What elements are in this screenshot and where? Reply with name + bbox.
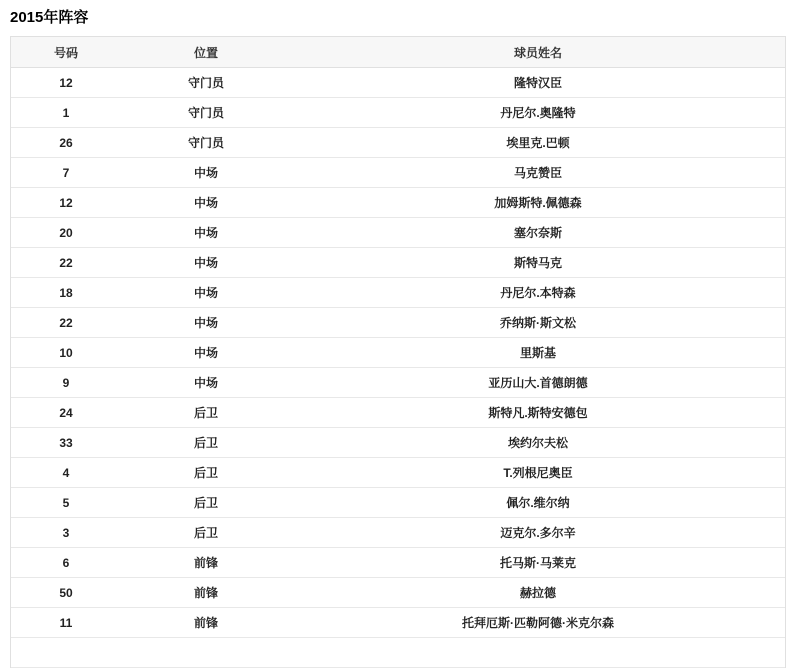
table-header xyxy=(11,37,785,68)
cell-number: 12 xyxy=(11,68,121,98)
squad-table xyxy=(11,37,785,668)
cell-number: 4 xyxy=(11,458,121,488)
table-row xyxy=(11,518,785,548)
cell-player-name: 赫拉德 xyxy=(291,578,785,608)
cell-number: 9 xyxy=(11,368,121,398)
cell-number: 7 xyxy=(11,158,121,188)
cell-player-name: 托马斯·马莱克 xyxy=(291,548,785,578)
table-row xyxy=(11,488,785,518)
cell-position: 后卫 xyxy=(121,518,291,548)
table-row xyxy=(11,608,785,638)
page-container xyxy=(0,8,796,661)
table-row xyxy=(11,128,785,158)
cell-player-name: 埃里克.巴顿 xyxy=(291,128,785,158)
cell-player-name: 马克赞臣 xyxy=(291,158,785,188)
cell-position: 中场 xyxy=(121,188,291,218)
cell-position: 前锋 xyxy=(121,548,291,578)
cell-player-name: 佩尔.维尔纳 xyxy=(291,488,785,518)
table-row xyxy=(11,308,785,338)
table-body xyxy=(11,68,785,668)
cell-number: 26 xyxy=(11,128,121,158)
cell-player-name: 丹尼尔.奥隆特 xyxy=(291,98,785,128)
cell-number: 22 xyxy=(11,308,121,338)
cell-position: 前锋 xyxy=(121,608,291,638)
cell-position: 后卫 xyxy=(121,428,291,458)
table-row xyxy=(11,398,785,428)
page-title: 2015年阵容 xyxy=(10,9,89,26)
table-row xyxy=(11,338,785,368)
cell-position: 守门员 xyxy=(121,68,291,98)
cell-player-name: 亚历山大.首德朗德 xyxy=(291,368,785,398)
table-row xyxy=(11,248,785,278)
column-header-position: 位置 xyxy=(121,37,291,68)
cell-number: 18 xyxy=(11,278,121,308)
cell-player-name: 里斯基 xyxy=(291,338,785,368)
table-row xyxy=(11,98,785,128)
cell-number: 20 xyxy=(11,218,121,248)
table-row xyxy=(11,578,785,608)
cell-player-name: 托拜厄斯·匹勒阿德·米克尔森 xyxy=(291,608,785,638)
cell-position: 中场 xyxy=(121,368,291,398)
cell-number: 50 xyxy=(11,578,121,608)
cell-position: 中场 xyxy=(121,308,291,338)
cell-player-name: 斯特凡.斯特安德包 xyxy=(291,398,785,428)
cell-position: 中场 xyxy=(121,338,291,368)
cell-position: 中场 xyxy=(121,248,291,278)
cell-number: 1 xyxy=(11,98,121,128)
cell-player-name: 乔纳斯·斯文松 xyxy=(291,308,785,338)
cell-player-name: 迈克尔.多尔辛 xyxy=(291,518,785,548)
table-row xyxy=(11,68,785,98)
cell-player-name: 埃约尔夫松 xyxy=(291,428,785,458)
table-row xyxy=(11,458,785,488)
table-header-row xyxy=(11,37,785,68)
cell-position: 中场 xyxy=(121,278,291,308)
cell-player-name: 隆特汉臣 xyxy=(291,68,785,98)
cell-player-name: 斯特马克 xyxy=(291,248,785,278)
cell-number: 22 xyxy=(11,248,121,278)
table-row xyxy=(11,158,785,188)
cell-number: 24 xyxy=(11,398,121,428)
table-row xyxy=(11,368,785,398)
cell-number: 12 xyxy=(11,188,121,218)
table-row xyxy=(11,428,785,458)
table-row xyxy=(11,188,785,218)
squad-table-container xyxy=(10,36,786,668)
cell-number: 6 xyxy=(11,548,121,578)
cell-number: 33 xyxy=(11,428,121,458)
column-header-name: 球员姓名 xyxy=(291,37,785,68)
cell-player-name: 塞尔奈斯 xyxy=(291,218,785,248)
table-row xyxy=(11,278,785,308)
cell-number: 10 xyxy=(11,338,121,368)
cell-position: 后卫 xyxy=(121,458,291,488)
cell-player-name: 加姆斯特.佩德森 xyxy=(291,188,785,218)
cell-player-name: 丹尼尔.本特森 xyxy=(291,278,785,308)
cell-position: 后卫 xyxy=(121,398,291,428)
table-row xyxy=(11,218,785,248)
cell-position: 守门员 xyxy=(121,98,291,128)
cell-number: 3 xyxy=(11,518,121,548)
column-header-number: 号码 xyxy=(11,37,121,68)
cell-position: 中场 xyxy=(121,218,291,248)
table-row xyxy=(11,548,785,578)
cell-position: 前锋 xyxy=(121,578,291,608)
cell-player-name: T.列根尼奥臣 xyxy=(291,458,785,488)
cell-position: 后卫 xyxy=(121,488,291,518)
cell-position: 中场 xyxy=(121,158,291,188)
cell-position: 守门员 xyxy=(121,128,291,158)
cell-number: 5 xyxy=(11,488,121,518)
cell-number: 11 xyxy=(11,608,121,638)
